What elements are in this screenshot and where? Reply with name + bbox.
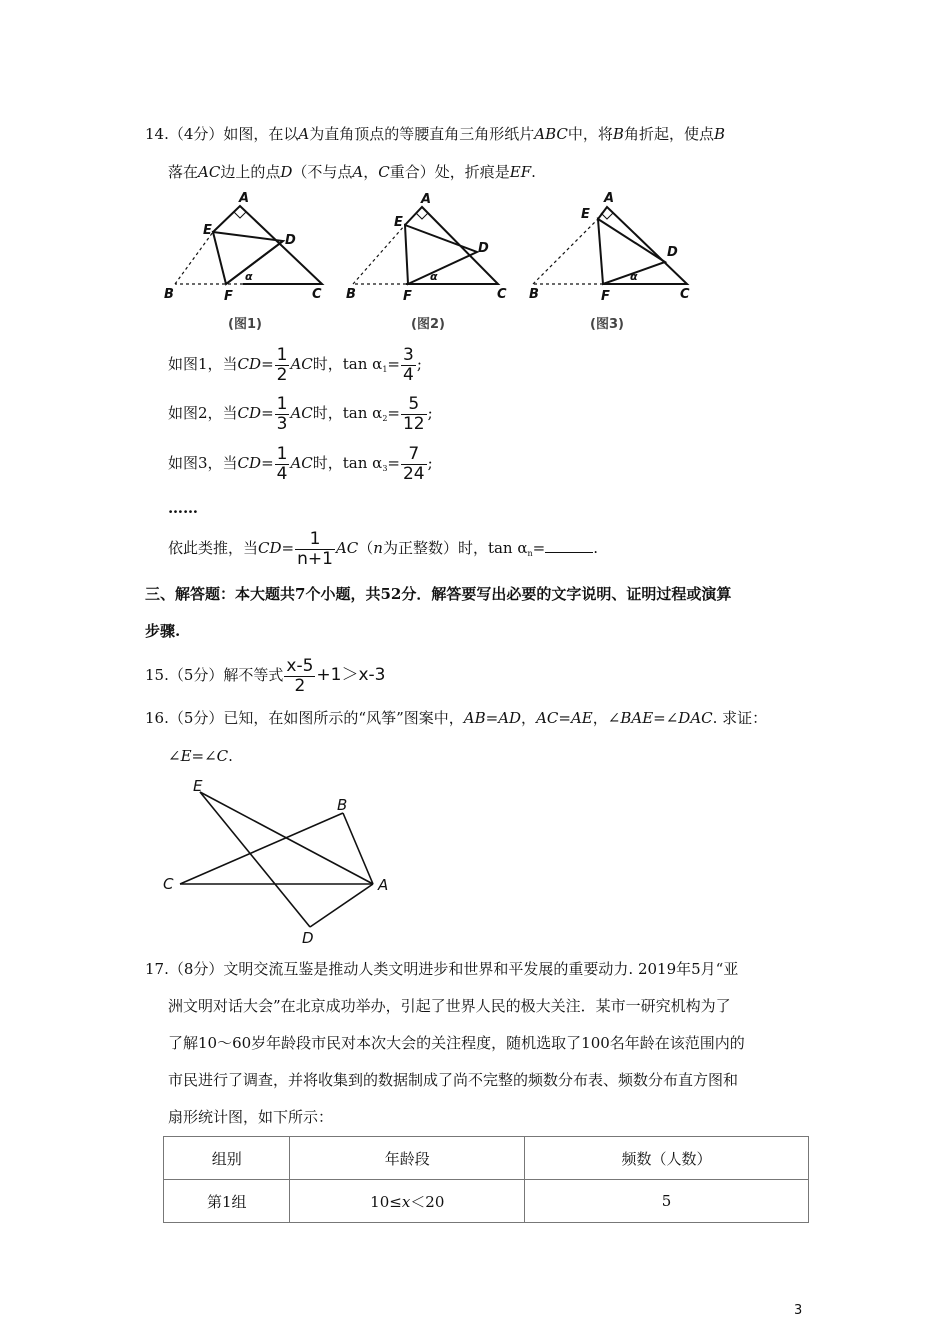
var: C (378, 163, 390, 181)
q15-text: 15.（5分）解不等式 (145, 666, 284, 684)
var: x (401, 1192, 411, 1211)
q14-text: 中，将 (567, 125, 613, 143)
q14-case-1 (168, 344, 422, 390)
numerator: 1 (295, 530, 335, 550)
case-text: ; (427, 454, 433, 472)
subscript: 1 (382, 365, 388, 374)
case-text: 时，tan α (312, 404, 383, 422)
var: AE (570, 709, 593, 727)
header-group: 组别 (164, 1137, 290, 1180)
label-D: D (302, 929, 314, 947)
q16-text: = (485, 709, 499, 727)
fraction (295, 530, 335, 569)
var: CD (237, 404, 262, 422)
var: ∠C (204, 747, 229, 765)
label-alpha: α (245, 270, 253, 283)
figure-2 (353, 207, 498, 284)
label-A: A (604, 191, 615, 206)
table-row (164, 1180, 809, 1223)
q16-text: ， (592, 709, 608, 727)
numerator: 1 (276, 443, 288, 464)
q14-text: 为直角顶点的等腰直角三角形纸片 (309, 125, 535, 143)
case-text: . (593, 539, 598, 557)
var: AC (198, 163, 221, 181)
fold-dashed-line (353, 225, 405, 284)
fraction (275, 395, 290, 434)
q14-line2 (168, 162, 536, 182)
q17-line5: 扇形统计图，如下所示： (168, 1108, 334, 1126)
denominator: 2 (294, 675, 306, 696)
q14-general (168, 528, 598, 574)
var: AC (290, 454, 313, 472)
var: AC (290, 404, 313, 422)
subscript: n (527, 549, 533, 558)
var: AB (463, 709, 486, 727)
q14-text: ， (363, 163, 379, 181)
numerator: 5 (401, 395, 427, 415)
q17-line4: 市民进行了调查，并将收集到的数据制成了尚不完整的频数分布表、频数分布直方图和 (168, 1071, 739, 1089)
case-text: = (387, 454, 400, 472)
label-alpha: α (430, 270, 438, 283)
fold-dashed-line (533, 219, 598, 284)
segment-DA (310, 884, 373, 927)
figure-caption: (图3) (590, 317, 624, 332)
fraction (401, 395, 427, 434)
var: AC (536, 709, 559, 727)
case-text: ; (416, 355, 422, 373)
header-frequency: 频数（人数） (525, 1137, 809, 1180)
header-age: 年龄段 (290, 1137, 525, 1180)
figure-caption: (图1) (228, 317, 262, 332)
var: EF (509, 163, 532, 181)
page-number: 3 (794, 1303, 803, 1318)
age-text: 10≤ (370, 1192, 402, 1211)
case-text: = (261, 355, 274, 373)
fold-triangle (405, 225, 477, 284)
case-text: = (261, 454, 274, 472)
q15-text: +1＞x-3 (316, 665, 386, 685)
fold-dashed-line (175, 232, 213, 284)
q14-text: 重合）处，折痕是 (389, 163, 510, 181)
label-C: C (680, 287, 690, 302)
q14-text: . (531, 163, 536, 181)
var: AD (498, 709, 522, 727)
figure-caption: (图2) (411, 317, 445, 332)
denominator: 12 (402, 413, 425, 434)
case-text: 依此类推，当 (168, 539, 259, 557)
denominator: 2 (276, 364, 288, 385)
q14-line1 (145, 124, 725, 144)
q14-text: 角折起，使点 (623, 125, 714, 143)
label-B: B (529, 287, 539, 302)
var: CD (237, 355, 262, 373)
case-text: 为正整数）时，tan α (382, 539, 528, 557)
right-angle-mark (234, 212, 246, 218)
frequency-table (163, 1136, 809, 1223)
q14-text: 14.（4分）如图，在以 (145, 125, 299, 143)
label-C: C (312, 287, 322, 302)
denominator: 4 (276, 463, 288, 484)
case-text: 如图1，当 (168, 355, 238, 373)
table-header-row (164, 1137, 809, 1180)
figure-3 (533, 207, 687, 284)
label-A: A (239, 191, 250, 206)
label-E: E (581, 207, 590, 222)
case-text: 时，tan α (312, 454, 383, 472)
q16-line2 (168, 746, 233, 766)
age-text: ＜20 (410, 1192, 445, 1211)
label-A: A (421, 192, 432, 207)
label-E: E (193, 777, 203, 795)
q16-text: . (228, 747, 233, 765)
var: ∠DAC (665, 709, 713, 727)
label-D: D (478, 241, 489, 256)
denominator: 24 (402, 463, 425, 484)
section3-heading-line1: 三、解答题：本大题共7个小题，共52分．解答要写出必要的文字说明、证明过程或演算 (145, 585, 732, 603)
case-text: = (387, 404, 400, 422)
q17-line1: 17.（8分）文明交流互鉴是推动人类文明进步和世界和平发展的重要动力. 2019年5月“亚 (145, 960, 739, 978)
case-text: = (532, 539, 546, 557)
var: ∠BAE (607, 709, 654, 727)
label-B: B (337, 796, 348, 814)
denominator: 3 (276, 413, 288, 434)
section3-heading-line2: 步骤. (145, 622, 181, 640)
case-text: ; (427, 404, 433, 422)
numerator: 7 (401, 445, 427, 465)
q16-text: = (191, 747, 205, 765)
case-text: = (281, 539, 295, 557)
fraction (275, 346, 290, 385)
fraction (401, 445, 427, 484)
q16-text: . 求证： (712, 709, 768, 727)
denominator: n+1 (297, 548, 333, 569)
var: n (373, 539, 383, 557)
label-F: F (601, 289, 610, 304)
numerator: x-5 (286, 655, 314, 676)
q16-line1 (145, 708, 767, 728)
numerator: 1 (276, 393, 288, 414)
q16-text: ， (521, 709, 537, 727)
denominator: 4 (402, 364, 414, 385)
var: CD (237, 454, 262, 472)
var: B (612, 125, 624, 143)
fraction (284, 657, 315, 696)
q16-kite-figure (160, 775, 400, 950)
label-D: D (285, 233, 296, 248)
label-B: B (346, 287, 356, 302)
segment-CB (180, 813, 343, 884)
label-C: C (163, 875, 174, 893)
case-text: （ (358, 539, 374, 557)
q14-figures (160, 190, 700, 340)
q14-case-3 (168, 443, 433, 489)
q14-text: （不与点 (292, 163, 353, 181)
fold-line (226, 241, 283, 284)
label-E: E (203, 223, 212, 238)
label-E: E (394, 215, 403, 230)
var: CD (258, 539, 282, 557)
q16-text: = (653, 709, 666, 727)
right-angle-mark (416, 213, 428, 219)
triangle-outline (213, 206, 322, 284)
q15 (145, 655, 386, 696)
var: ABC (534, 125, 568, 143)
q14-text: 边上的点 (220, 163, 281, 181)
label-C: C (497, 287, 507, 302)
answer-blank[interactable] (545, 538, 593, 553)
cell-age (290, 1180, 525, 1223)
case-text: 如图3，当 (168, 454, 238, 472)
q14-text: 落在 (168, 163, 199, 181)
var: A (298, 125, 310, 143)
q16-text: = (558, 709, 571, 727)
q14-ellipsis: …… (168, 499, 198, 517)
var: D (280, 163, 293, 181)
case-text: = (387, 355, 400, 373)
segment-ED (200, 792, 310, 927)
numerator: 1 (276, 344, 288, 365)
q16-text: 16.（5分）已知，在如图所示的“风筝”图案中， (145, 709, 464, 727)
cell-group: 第1组 (164, 1180, 290, 1223)
fraction (275, 445, 290, 484)
label-alpha: α (630, 270, 638, 283)
numerator: 3 (402, 344, 414, 365)
q14-case-2 (168, 393, 433, 439)
subscript: 2 (382, 414, 388, 423)
var: B (713, 125, 725, 143)
subscript: 3 (382, 464, 388, 473)
segment-BA (343, 813, 373, 884)
fraction (401, 346, 416, 385)
var: AC (335, 539, 359, 557)
var: ∠E (168, 747, 192, 765)
label-A: A (378, 876, 389, 894)
case-text: 如图2，当 (168, 404, 238, 422)
q17-line3: 了解10～60岁年龄段市民对本次大会的关注程度，随机选取了100名年龄在该范围内的 (168, 1034, 745, 1052)
q17-line2: 洲文明对话大会”在北京成功举办，引起了世界人民的极大关注．某市一研究机构为了 (168, 997, 731, 1015)
label-D: D (667, 245, 678, 260)
cell-frequency: 5 (525, 1180, 809, 1223)
label-F: F (224, 289, 233, 304)
var: A (352, 163, 364, 181)
case-text: = (261, 404, 274, 422)
label-F: F (403, 289, 412, 304)
label-B: B (164, 287, 174, 302)
var: AC (290, 355, 313, 373)
case-text: 时，tan α (312, 355, 383, 373)
